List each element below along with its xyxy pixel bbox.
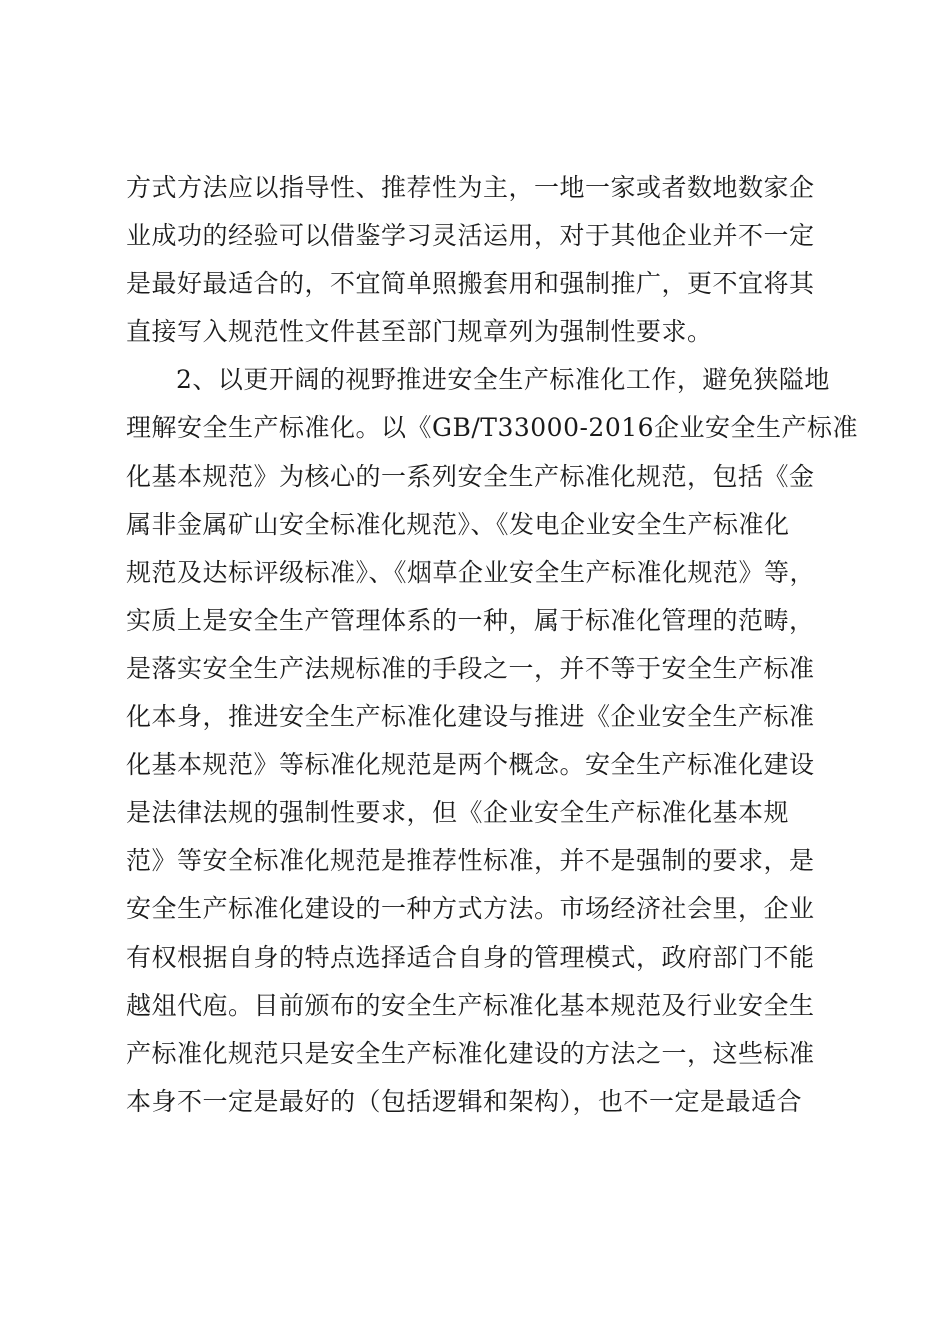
text-line: 安全生产标准化建设的一种方式方法。市场经济社会里，企业 [126, 894, 815, 924]
paragraph-start-line: 2、以更开阔的视野推进安全生产标准化工作，避免狭隘地 [176, 365, 830, 395]
text-line: 本身不一定是最好的（包括逻辑和架构），也不一定是最适合 [126, 1086, 803, 1116]
text-line: 规范及达标评级标准》、《烟草企业安全生产标准化规范》等， [126, 557, 816, 587]
text-line: 化基本规范》为核心的一系列安全生产标准化规范，包括《金 [126, 461, 815, 491]
text-line: 是落实安全生产法规标准的手段之一，并不等于安全生产标准 [126, 653, 815, 683]
text-line: 理解安全生产标准化。以《GB/T33000-2016企业安全生产标准 [126, 413, 859, 443]
text-line: 是最好最适合的，不宜简单照搬套用和强制推广，更不宜将其 [126, 269, 815, 299]
text-line: 业成功的经验可以借鉴学习灵活运用，对于其他企业并不一定 [126, 221, 815, 251]
text-line: 化基本规范》等标准化规范是两个概念。安全生产标准化建设 [126, 750, 815, 780]
text-line: 范》等安全标准化规范是推荐性标准，并不是强制的要求，是 [126, 846, 815, 876]
text-line: 有权根据自身的特点选择适合自身的管理模式，政府部门不能 [126, 942, 815, 972]
text-line: 化本身，推进安全生产标准化建设与推进《企业安全生产标准 [126, 702, 815, 732]
text-line: 产标准化规范只是安全生产标准化建设的方法之一，这些标准 [126, 1038, 815, 1068]
text-line: 属非金属矿山安全标准化规范》、《发电企业安全生产标准化 [126, 509, 790, 539]
text-line: 直接写入规范性文件甚至部门规章列为强制性要求。 [126, 317, 713, 347]
text-line: 方式方法应以指导性、推荐性为主，一地一家或者数地数家企 [126, 173, 815, 202]
document-body [126, 164, 866, 1126]
text-line: 越俎代庖。目前颁布的安全生产标准化基本规范及行业安全生 [126, 990, 815, 1020]
text-line: 实质上是安全生产管理体系的一种，属于标准化管理的范畴， [126, 605, 815, 635]
text-line: 是法律法规的强制性要求，但《企业安全生产标准化基本规 [126, 798, 790, 828]
